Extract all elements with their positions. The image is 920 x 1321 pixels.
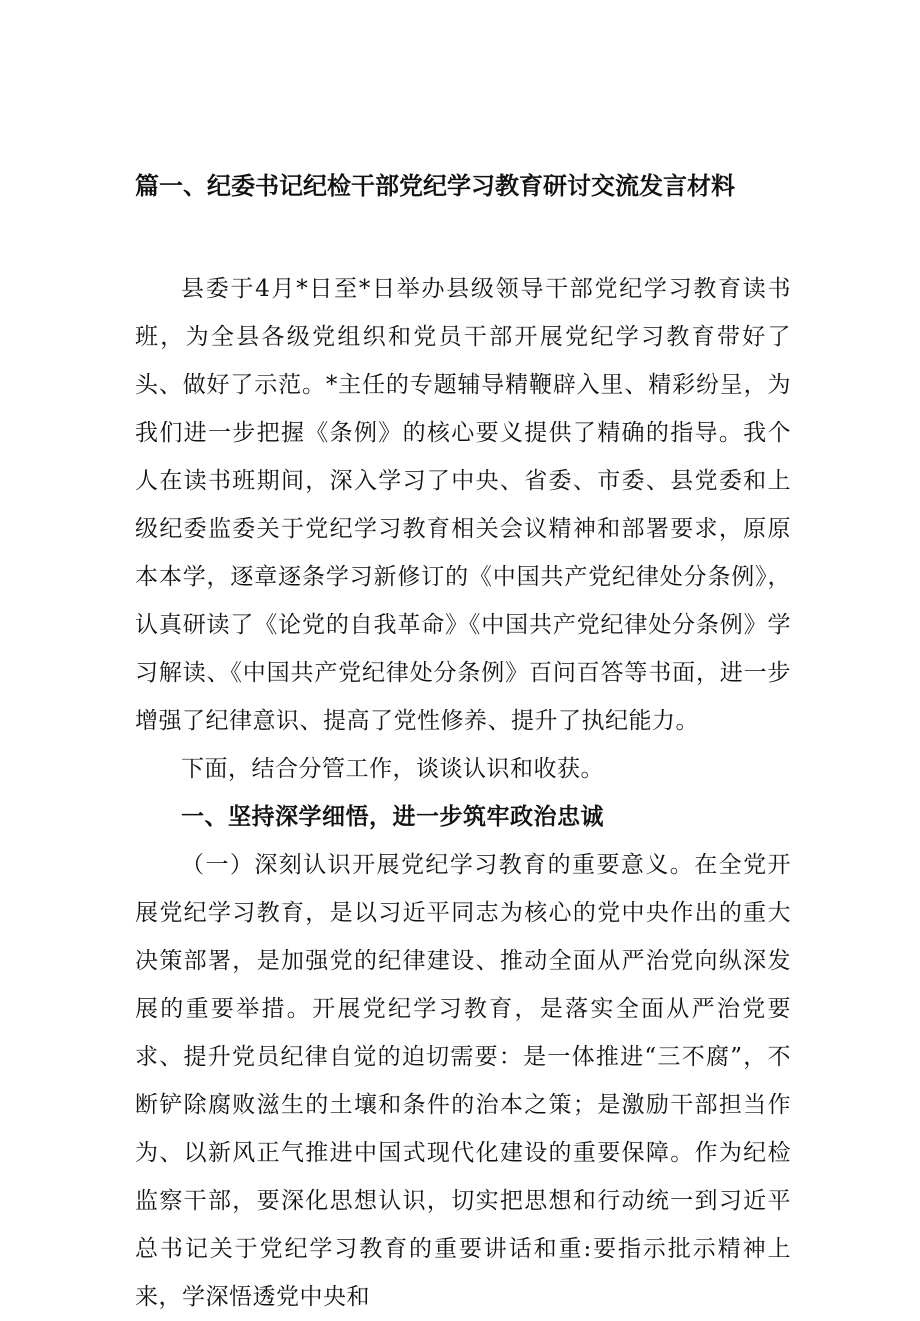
document-body xyxy=(135,265,791,1321)
intro-paragraph: 县委于4月*日至*日举办县级领导干部党纪学习教育读书班，为全县各级党组织和党员干部开展党纪学习教育带好了头、做好了示范。*主任的专题辅导精鞭辟入里、精彩纷呈，为我们进一步把握《条例》的核心要义提供了精确的指导。我个人在读书班期间，深入学习了中央、省委、市委、县党委和上级纪委监委关于党纪学习教育相关会议精神和部署要求，原原本本学，逐章逐条学习新修订的《中国共产党纪律处分条例》，认真研读了《论党的自我革命》《中国共产党纪律处分条例》学习解读、《中国共产党纪律处分条例》百问百答等书面，进一步增强了纪律意识、提高了党性修养、提升了执纪能力。 xyxy=(135,276,791,734)
transition-paragraph: 下面，结合分管工作，谈谈认识和收获。 xyxy=(181,756,604,782)
section-heading: 一、坚持深学细悟，进一步筑牢政治忠诚 xyxy=(181,804,604,830)
section-paragraph: （一）深刻认识开展党纪学习教育的重要意义。在全党开展党纪学习教育，是以习近平同志为核心的党中央作出的重大决策部署，是加强党的纪律建设、推动全面从严治党向纵深发展的重要举措。开展党纪学习教育，是落实全面从严治党要求、提升党员纪律自觉的迫切需要：是一体推进“三不腐”，不断铲除腐败滋生的土壤和条件的治本之策；是激励干部担当作为、以新风正气推进中国式现代化建设的重要保障。作为纪检监察干部，要深化思想认识，切实把思想和行动统一到习近平总书记关于党纪学习教育的重要讲话和重:要指示批示精神上来，学深悟透党中央和 xyxy=(135,852,791,1310)
document-title: 篇一、纪委书记纪检干部党纪学习教育研讨交流发言材料 xyxy=(135,172,735,200)
